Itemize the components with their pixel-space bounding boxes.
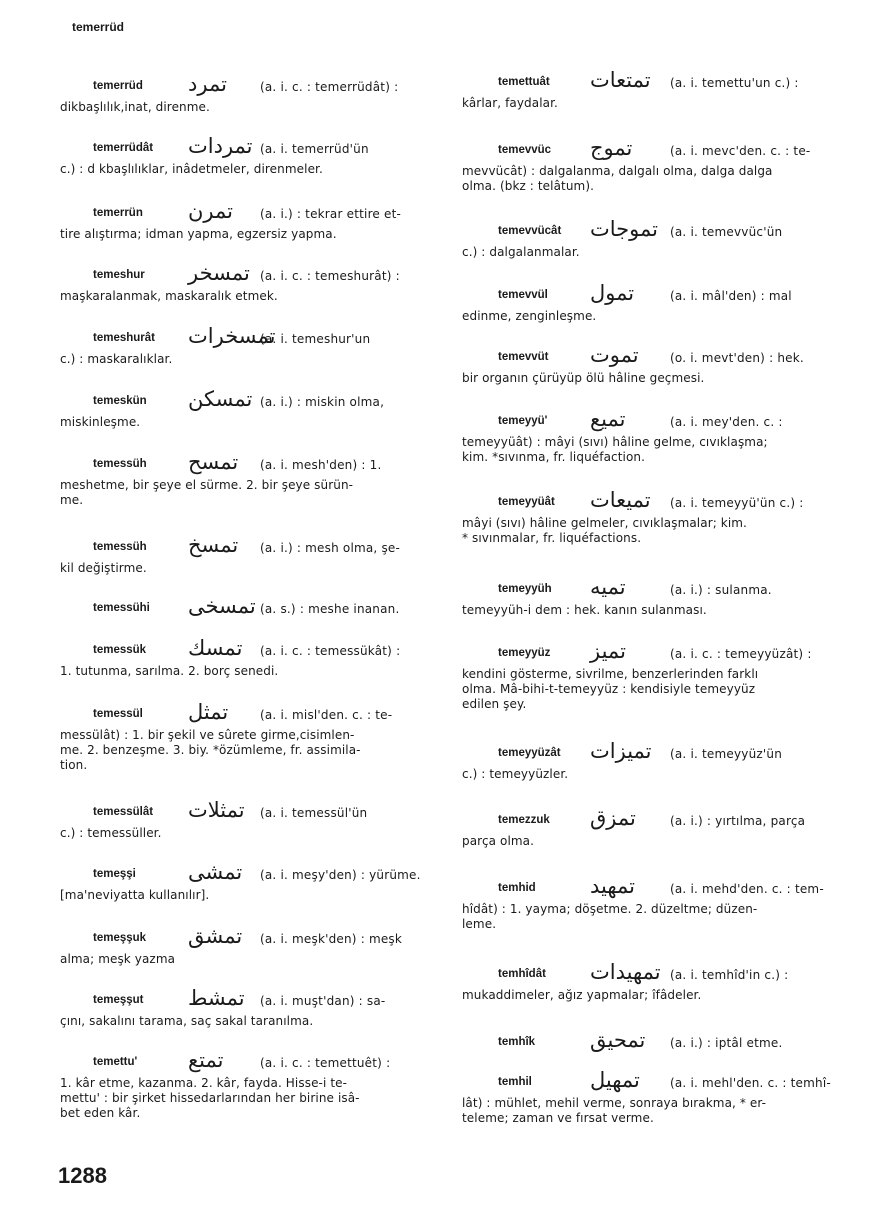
entry-definition: bir organın çürüyüp ölü hâline geçmesi. [462,371,705,385]
entry-arabic-script: تميز [590,639,626,663]
entry-head-line [462,808,842,834]
entry-head-line [462,962,842,988]
entry-headword: temeskün [93,395,147,407]
entry-head-line [60,452,440,478]
entry-definition: tire alıştırma; idman yapma, egzersiz yapma. [60,227,337,241]
entry-grammar: (a. i. meşk'den) : meşk [260,932,403,946]
entry-arabic-script: تمشق [188,924,243,948]
dictionary-entry [60,389,440,430]
entry-head-line [60,1050,440,1076]
entry-headword: temhîdât [498,968,546,980]
dictionary-entry [60,596,440,622]
entry-head-line [60,926,440,952]
entry-grammar: (a. i. temhîd'in c.) : [670,968,789,982]
entry-headword: temeşşi [93,868,136,880]
entry-grammar: (a. s.) : meshe inanan. [260,602,400,616]
entry-head-line [462,1070,842,1096]
dictionary-entry [462,1030,842,1056]
entry-headword: temerrün [93,207,143,219]
entry-head-line [462,741,842,767]
entry-head-line [462,345,842,371]
entry-arabic-script: تمتعات [590,68,651,92]
dictionary-entry [60,638,440,679]
entry-head-line [462,876,842,902]
entry-arabic-script: تمهيدات [590,960,661,984]
entry-head-line [60,201,440,227]
entry-arabic-script: تمشى [188,860,243,884]
entry-grammar: (a. i. temeshur'un [260,332,371,346]
entry-head-line [60,326,440,352]
page-number: 1288 [58,1163,107,1188]
entry-arabic-script: تموج [590,136,633,160]
dictionary-entry [60,926,440,967]
entry-arabic-script: تميه [590,575,626,599]
entry-definition: messülât) : 1. bir şekil ve sûrete girme,cisimlen- me. 2. benzeşme. 3. biy. *özümleme, fr. assimila- tion. [60,728,361,772]
entry-grammar: (a. i. meşy'den) : yürüme. [260,868,421,882]
entry-headword: temevvücât [498,225,562,237]
dictionary-entry [462,283,842,324]
entry-headword: temeşşuk [93,932,147,944]
entry-head-line [462,219,842,245]
entry-definition: miskinleşme. [60,415,141,429]
entry-grammar: (a. i. temevvüc'ün [670,225,783,239]
entry-head-line [60,862,440,888]
entry-grammar: (a. i. c. : temerrüdât) : [260,80,399,94]
entry-headword: temessül [93,708,143,720]
entry-grammar: (a. i.) : tekrar ettire et- [260,207,402,221]
entry-definition: 1. tutunma, sarılma. 2. borç senedi. [60,664,279,678]
entry-headword: temhîk [498,1036,536,1048]
dictionary-entry [462,741,842,782]
entry-definition: mevvücât) : dalgalanma, dalgalı olma, dalga dalga olma. (bkz : telâtum). [462,164,773,193]
entry-headword: temevvüc [498,144,552,156]
entry-headword: temhid [498,882,536,894]
entry-arabic-script: تميع [590,407,626,431]
entry-head-line [60,74,440,100]
entry-head-line [60,638,440,664]
entry-grammar: (a. i. c. : temessükât) : [260,644,401,658]
dictionary-entry [60,535,440,576]
dictionary-entry [462,641,842,712]
dictionary-entry [60,326,440,367]
entry-grammar: (a. i.) : yırtılma, parça [670,814,806,828]
entry-head-line [60,702,440,728]
entry-definition: c.) : temeyyüzler. [462,767,569,781]
entry-grammar: (a. i. mevc'den. c. : te- [670,144,811,158]
entry-grammar: (a. i.) : miskin olma, [260,395,385,409]
entry-head-line [60,263,440,289]
dictionary-entry [60,988,440,1029]
entry-definition: c.) : d kbaşlılıklar, inâdetmeler, direnmeler. [60,162,323,176]
dictionary-entry [462,962,842,1003]
entry-grammar: (a. i. muşt'dan) : sa- [260,994,386,1008]
dictionary-entry [462,219,842,260]
entry-headword: temezzuk [498,814,550,826]
entry-definition: c.) : dalgalanmalar. [462,245,580,259]
entry-definition: c.) : maskaralıklar. [60,352,173,366]
entry-head-line [462,138,842,164]
entry-headword: temerrüdât [93,142,154,154]
entry-headword: temevvüt [498,351,549,363]
entry-definition: 1. kâr etme, kazanma. 2. kâr, fayda. Hisse-i te- mettu' : bir şirket hissedarlarından her birine isâ- bet eden kâr. [60,1076,360,1120]
entry-head-line [462,409,842,435]
entry-grammar: (a. i. mey'den. c. : [670,415,783,429]
entry-headword: temettu' [93,1056,138,1068]
entry-head-line [462,1030,842,1056]
entry-headword: temeyyüh [498,583,552,595]
entry-headword: temessülât [93,806,154,818]
entry-headword: temeyyüz [498,647,551,659]
entry-definition: maşkaralanmak, maskaralık etmek. [60,289,278,303]
entry-arabic-script: تمسكن [188,387,253,411]
entry-headword: temeyyü' [498,415,548,427]
entry-definition: mukaddimeler, ağız yapmalar; îfâdeler. [462,988,702,1002]
dictionary-entry [60,1050,440,1121]
entry-headword: temevvül [498,289,548,301]
dictionary-entry [60,136,440,177]
entry-definition: lât) : mühlet, mehil verme, sonraya bırakma, * er- telеme; zaman ve fırsat verme. [462,1096,767,1125]
entry-arabic-script: تمسك [188,636,243,660]
entry-definition: kil değiştirme. [60,561,147,575]
entry-arabic-script: تمسخى [188,594,256,618]
entry-arabic-script: تمسخ [188,533,239,557]
entry-head-line [462,490,842,516]
entry-definition: kârlar, faydalar. [462,96,558,110]
entry-arabic-script: تمثلات [188,798,245,822]
entry-definition: hîdât) : 1. yayma; döşetme. 2. düzeltme; düzen- leme. [462,902,758,931]
entry-grammar: (a. i. temeyyü'ün c.) : [670,496,804,510]
entry-definition: parça olma. [462,834,535,848]
dictionary-entry [60,702,440,773]
entry-grammar: (a. i. mehl'den. c. : temhî- [670,1076,831,1090]
entry-definition: temeyyüât) : mâyi (sıvı) hâline gelme, cıvıklaşma; kim. *sıvınma, fr. liquéfaction. [462,435,768,464]
dictionary-entry [60,800,440,841]
entry-arabic-script: تموت [590,343,639,367]
entry-headword: temeshur [93,269,145,281]
dictionary-entry [462,577,842,618]
entry-arabic-script: تمسخر [188,261,250,285]
entry-headword: temhil [498,1076,532,1088]
entry-arabic-script: تمردات [188,134,253,158]
dictionary-entry [60,201,440,242]
entry-head-line [60,800,440,826]
entry-arabic-script: تمسخرات [188,324,276,348]
entry-definition: çını, sakalını tarama, saç sakal taranılma. [60,1014,314,1028]
dictionary-entry [462,1070,842,1126]
entry-arabic-script: تميزات [590,739,652,763]
entry-arabic-script: تمشط [188,986,245,1010]
entry-arabic-script: تمهيد [590,874,636,898]
entry-grammar: (a. i. mehd'den. c. : tem- [670,882,824,896]
dictionary-entry [462,876,842,932]
entry-headword: temessük [93,644,147,656]
entry-arabic-script: تمول [590,281,635,305]
dictionary-entry [462,70,842,111]
entry-definition: temeyyüh-i dem : hek. kanın sulanması. [462,603,707,617]
entry-definition: kendini gösterme, sivrilme, benzerlerinden farklı olma. Mâ-bihi-t-temeyyüz : kendisiyle temeyyüz edilen şey. [462,667,759,711]
dictionary-entry [462,345,842,386]
entry-headword: temeyyüât [498,496,555,508]
entry-arabic-script: تمزق [590,806,636,830]
dictionary-entry [60,452,440,508]
entry-arabic-script: تمتع [188,1048,224,1072]
dictionary-entry [462,808,842,849]
entry-headword: temeşşut [93,994,144,1006]
entry-head-line [462,577,842,603]
entry-grammar: (a. i. temettu'un c.) : [670,76,799,90]
entry-arabic-script: تميعات [590,488,651,512]
entry-arabic-script: تمسح [188,450,239,474]
entry-grammar: (a. i.) : iptâl etme. [670,1036,783,1050]
entry-grammar: (a. i. temessül'ün [260,806,368,820]
entry-headword: temessühi [93,602,150,614]
entry-head-line [60,596,440,622]
entry-head-line [60,136,440,162]
entry-grammar: (a. i. c. : temeshurât) : [260,269,400,283]
entry-head-line [60,535,440,561]
entry-grammar: (o. i. mevt'den) : hek. [670,351,804,365]
entry-definition: dikbaşlılık,inat, direnme. [60,100,210,114]
entry-headword: temeyyüzât [498,747,561,759]
dictionary-entry [60,74,440,115]
dictionary-entry [462,138,842,194]
entry-arabic-script: تمحيق [590,1028,646,1052]
entry-grammar: (a. i.) : sulanma. [670,583,772,597]
entry-head-line [60,988,440,1014]
entry-definition: mâyi (sıvı) hâline gelmeler, cıvıklaşmalar; kim. * sıvınmalar, fr. liquéfactions. [462,516,747,545]
entry-head-line [462,70,842,96]
entry-head-line [60,389,440,415]
entry-arabic-script: تمرن [188,199,233,223]
running-head: temerrüd [72,20,125,34]
entry-arabic-script: تمثل [188,700,229,724]
entry-headword: temessüh [93,458,147,470]
entry-definition: edinme, zenginleşme. [462,309,597,323]
dictionary-entry [60,263,440,304]
entry-arabic-script: تمرد [188,72,227,96]
entry-grammar: (a. i. mâl'den) : mal [670,289,792,303]
entry-grammar: (a. i. mesh'den) : 1. [260,458,382,472]
entry-definition: alma; meşk yazma [60,952,176,966]
entry-arabic-script: تموجات [590,217,658,241]
entry-definition: [ma'neviyatta kullanılır]. [60,888,210,902]
entry-grammar: (a. i.) : mesh olma, şe- [260,541,401,555]
entry-headword: temerrüd [93,80,143,92]
entry-head-line [462,283,842,309]
entry-headword: temessüh [93,541,147,553]
entry-grammar: (a. i. temeyyüz'ün [670,747,783,761]
entry-arabic-script: تمهيل [590,1068,640,1092]
entry-definition: c.) : temessüller. [60,826,162,840]
entry-grammar: (a. i. temerrüd'ün [260,142,369,156]
entry-definition: meshetme, bir şeye el sürme. 2. bir şeye sürün- me. [60,478,354,507]
dictionary-entry [462,490,842,546]
entry-grammar: (a. i. misl'den. c. : te- [260,708,393,722]
dictionary-entry [462,409,842,465]
entry-headword: temettuât [498,76,550,88]
entry-head-line [462,641,842,667]
entry-grammar: (a. i. c. : temeyyüzât) : [670,647,812,661]
dictionary-entry [60,862,440,903]
entry-headword: temeshurât [93,332,155,344]
entry-grammar: (a. i. c. : temettuêt) : [260,1056,391,1070]
